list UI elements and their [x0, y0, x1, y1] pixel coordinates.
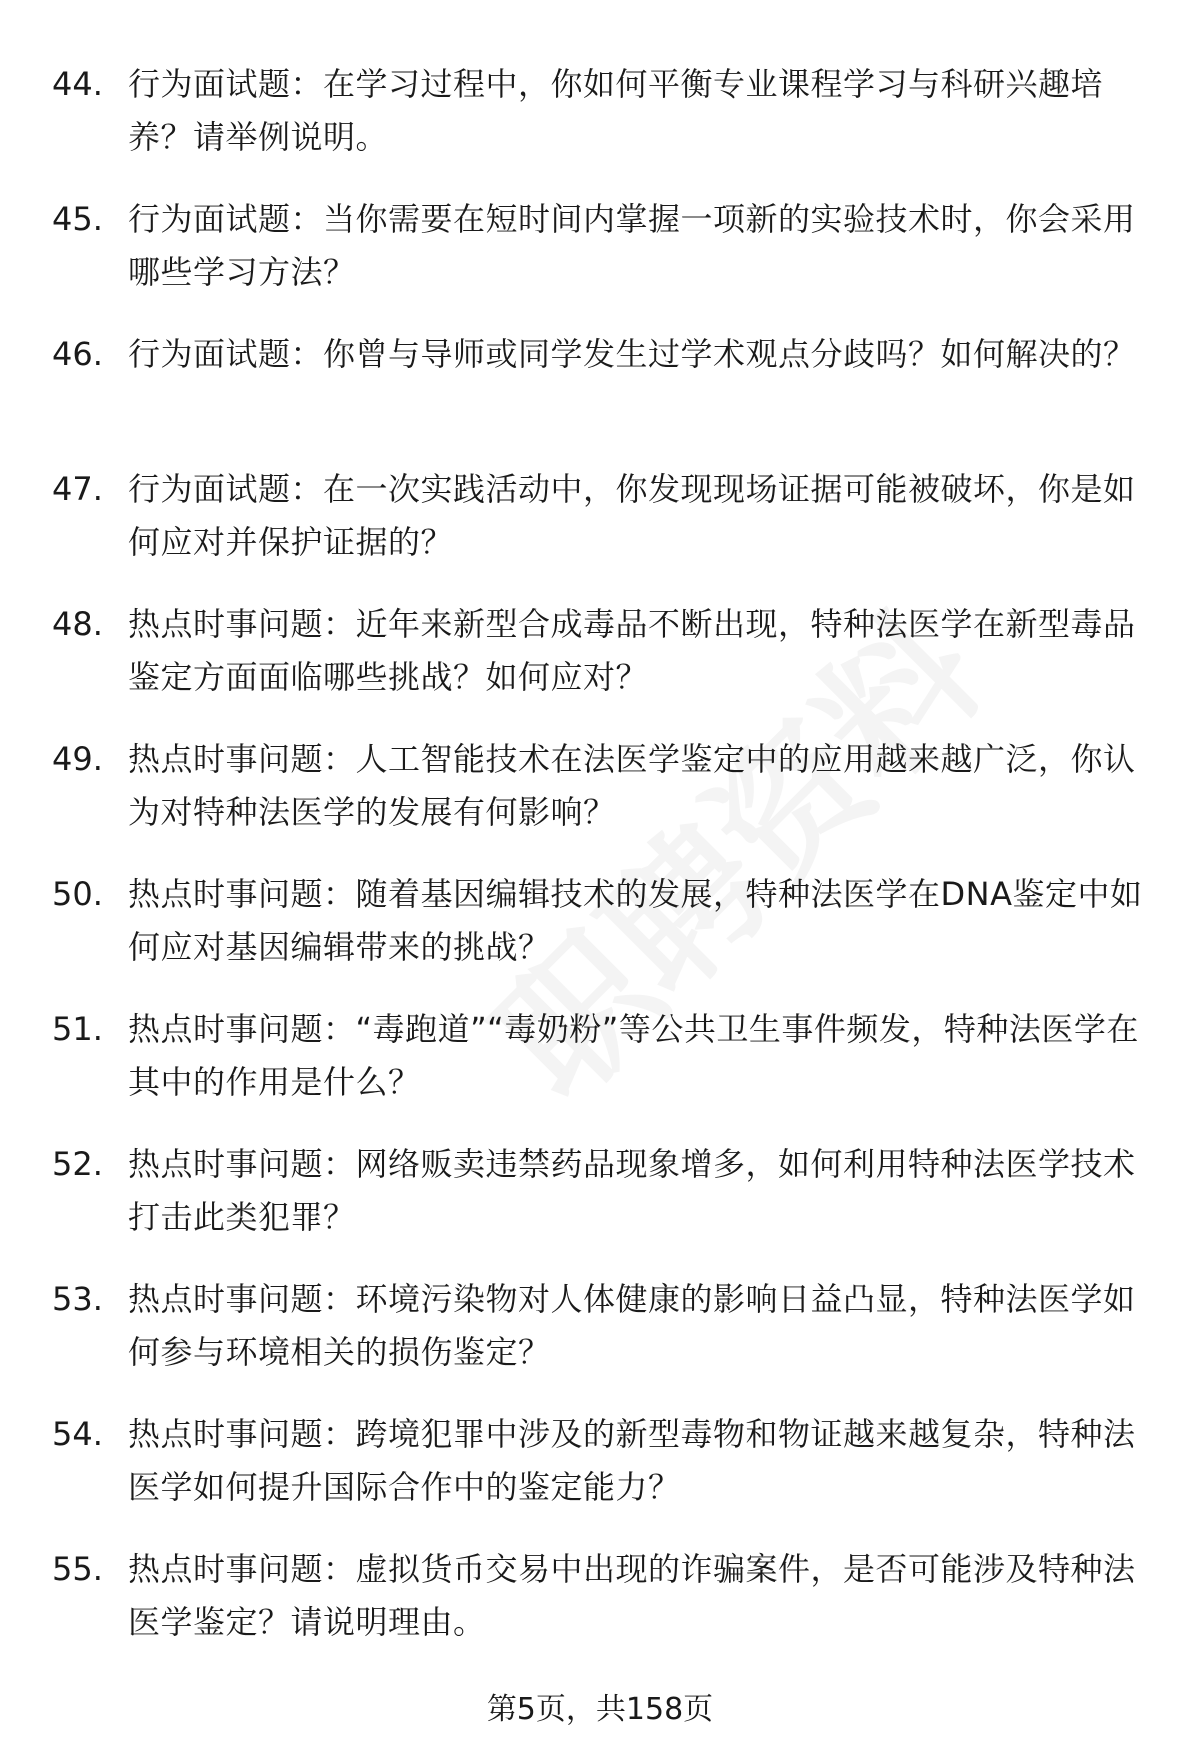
- question-text: 热点时事问题：随着基因编辑技术的发展，特种法医学在DNA鉴定中如何应对基因编辑带来的挑战？: [128, 875, 1143, 966]
- question-text: 热点时事问题：虚拟货币交易中出现的诈骗案件，是否可能涉及特种法医学鉴定？请说明理由。: [128, 1550, 1136, 1641]
- question-text: 热点时事问题：跨境犯罪中涉及的新型毒物和物证越来越复杂，特种法医学如何提升国际合作中的鉴定能力？: [128, 1415, 1136, 1506]
- question-text: 行为面试题：当你需要在短时间内掌握一项新的实验技术时，你会采用哪些学习方法？: [128, 200, 1136, 291]
- question-number: 54.: [52, 1415, 103, 1453]
- question-item: [0, 193, 1200, 328]
- question-item: [0, 1138, 1200, 1273]
- question-number: 53.: [52, 1280, 103, 1318]
- question-item: [0, 1273, 1200, 1408]
- question-item: [0, 1543, 1200, 1678]
- question-text: 热点时事问题：网络贩卖违禁药品现象增多，如何利用特种法医学技术打击此类犯罪？: [128, 1145, 1136, 1236]
- question-number: 52.: [52, 1145, 103, 1183]
- question-item: [0, 58, 1200, 193]
- question-number: 51.: [52, 1010, 103, 1048]
- question-number: 45.: [52, 200, 103, 238]
- question-item: [0, 1408, 1200, 1543]
- question-item: [0, 1003, 1200, 1138]
- question-item: [0, 463, 1200, 598]
- question-item: [0, 328, 1200, 463]
- question-number: 46.: [52, 335, 103, 373]
- question-text: 热点时事问题：近年来新型合成毒品不断出现，特种法医学在新型毒品鉴定方面面临哪些挑战？如何应对？: [128, 605, 1136, 696]
- question-item: [0, 733, 1200, 868]
- question-text: 行为面试题：你曾与导师或同学发生过学术观点分歧吗？如何解决的？: [128, 335, 1136, 373]
- question-text: 行为面试题：在学习过程中，你如何平衡专业课程学习与科研兴趣培养？请举例说明。: [128, 65, 1104, 156]
- page-number: 第5页，共158页: [486, 1692, 714, 1727]
- question-text: 行为面试题：在一次实践活动中，你发现现场证据可能被破坏，你是如何应对并保护证据的？: [128, 470, 1136, 561]
- question-number: 49.: [52, 740, 103, 778]
- question-item: [0, 598, 1200, 733]
- question-number: 50.: [52, 875, 103, 913]
- question-text: 热点时事问题：人工智能技术在法医学鉴定中的应用越来越广泛，你认为对特种法医学的发展有何影响？: [128, 740, 1136, 831]
- question-text: 热点时事问题：环境污染物对人体健康的影响日益凸显，特种法医学如何参与环境相关的损伤鉴定？: [128, 1280, 1136, 1371]
- question-number: 55.: [52, 1550, 103, 1588]
- question-text: 热点时事问题：“毒跑道”“毒奶粉”等公共卫生事件频发，特种法医学在其中的作用是什么？: [128, 1010, 1139, 1101]
- question-number: 48.: [52, 605, 103, 643]
- question-number: 44.: [52, 65, 103, 103]
- question-number: 47.: [52, 470, 103, 508]
- question-list: [0, 58, 1200, 1678]
- question-item: [0, 868, 1200, 1003]
